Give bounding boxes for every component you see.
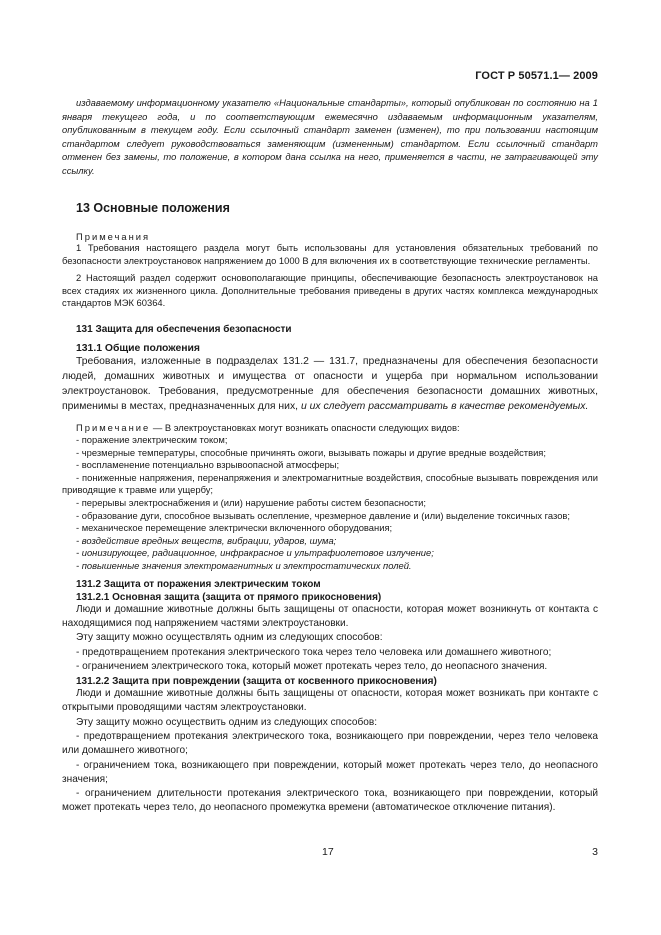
hazard-item-italic: - ионизирующее, радиационное, инфракрасное и ультрафиолетовое излучение;	[76, 547, 434, 559]
section-1311-text-italic: и их следует рассматривать в качестве рекомендуемых.	[300, 400, 589, 412]
hazards-note-intro-text: — В электроустановках могут возникать опасности следующих видов:	[150, 421, 460, 433]
hazard-item-italic: - повышенные значения электромагнитных и электростатических полей.	[76, 560, 412, 572]
intro-paragraph: издаваемому информационному указателю «Национальные стандарты», который опубликован по состоянию на 1 января текущего года, и по соответствующим ежемесячно издаваемым информационным указателям, опубликованным в текущем году. Если ссылочный стандарт заменен (изменен), то при пользовании настоящим стандартом следует руководствоваться заменяющим (измененным) стандартом. Если ссылочный стандарт отменен без замены, то положение, в котором дана ссылка на него, применяется в части, не затрагивающей эту ссылку.	[62, 97, 598, 176]
section-1311-heading: 131.1 Общие положения	[76, 342, 200, 354]
hazard-item: - чрезмерные температуры, способные причинять ожоги, вызывать пожары и другие вредные воздействия;	[76, 446, 546, 458]
paragraph: Люди и домашние животные должны быть защищены от опасности, которая может возникать при контакте с открытыми проводящими частям электроустановки.	[62, 688, 598, 714]
section-1311-text	[62, 354, 598, 414]
section-1312-heading: 131.2 Защита от поражения электрическим током	[76, 578, 321, 590]
notes-label: Примечания	[76, 231, 151, 242]
section-13-heading: 13 Основные положения	[76, 201, 230, 215]
sheet-number: 3	[592, 846, 598, 858]
section-1311-text-regular: Требования, изложенные в подразделах 131.2 — 131.7, предназначены для обеспечения безопасности людей, домашних животных и имущества от опасности и ущерба при нормальном использовании электроустановок. Требования, предусмотренные для обеспечения безопасности домашних животных, применимы в местах, предназначенных для них,	[62, 355, 598, 412]
section-131-heading: 131 Защита для обеспечения безопасности	[76, 323, 292, 335]
section-13121-heading: 131.2.1 Основная защита (защита от прямого прикосновения)	[76, 591, 382, 603]
hazards-note	[62, 422, 598, 573]
note-1: 1 Требования настоящего раздела могут быть использованы для установления обязательных требований по безопасности электроустановок напряжением до 1000 В для включения их в соответствующие технические регламенты.	[62, 242, 598, 266]
hazard-item: - поражение электрическим током;	[76, 434, 228, 446]
section-13122-heading: 131.2.2 Защита при повреждении (защита от косвенного прикосновения)	[76, 676, 437, 688]
hazard-item: - воспламенение потенциально взрывоопасной атмосферы;	[76, 459, 340, 471]
note-2: 2 Настоящий раздел содержит основополагающие принципы, обеспечивающие безопасность электроустановок на всех стадиях их жизненного цикла. Дополнительные требования приведены в других частях комплекса международных стандартов МЭК 60364.	[62, 272, 598, 308]
paragraph: - предотвращением протекания электрического тока через тело человека или домашнего животного;	[76, 646, 552, 658]
paragraph: Эту защиту можно осуществить одним из следующих способов:	[76, 716, 378, 728]
paragraph: - предотвращением протекания электрического тока, возникающего при повреждении, через тело человека или домашнего животного;	[62, 731, 598, 757]
paragraph: - ограничением тока, возникающего при повреждении, который может протекать через тело, до неопасного значения;	[62, 759, 598, 785]
paragraph: - ограничением электрического тока, который может протекать через тело, до неопасного значения.	[76, 660, 548, 672]
hazard-item: - механическое перемещение электрически включенного оборудования;	[76, 522, 393, 534]
hazard-item: - образование дуги, способное вызывать ослепление, чрезмерное давление и (или) выделение токсичных газов;	[76, 509, 570, 521]
paragraph: Эту защиту можно осуществлять одним из следующих способов:	[76, 632, 383, 644]
hazard-item: - пониженные напряжения, перенапряжения и электромагнитные воздействия, способные вызывать повреждения или приводящие к травме или ущербу;	[62, 471, 598, 496]
hazards-note-intro	[62, 422, 598, 435]
hazard-item: - перерывы электроснабжения и (или) нарушение работы систем безопасности;	[76, 497, 426, 509]
document-id-header: ГОСТ Р 50571.1— 2009	[475, 70, 598, 82]
hazards-note-label: Примечание	[76, 421, 151, 433]
paragraph: Люди и домашние животные должны быть защищены от опасности, которая может возникнуть от контакта с находящимися под напряжением частями электроустановки.	[62, 603, 598, 629]
page-body	[62, 96, 598, 816]
page-number: 17	[322, 846, 334, 858]
hazard-item-italic: - воздействие вредных веществ, вибрации, ударов, шума;	[76, 534, 337, 546]
paragraph: - ограничением длительности протекания электрического тока, возникающего при повреждении, который может протекать через тело, до неопасного промежутка времени (автоматическое отключение питания).	[62, 788, 598, 814]
